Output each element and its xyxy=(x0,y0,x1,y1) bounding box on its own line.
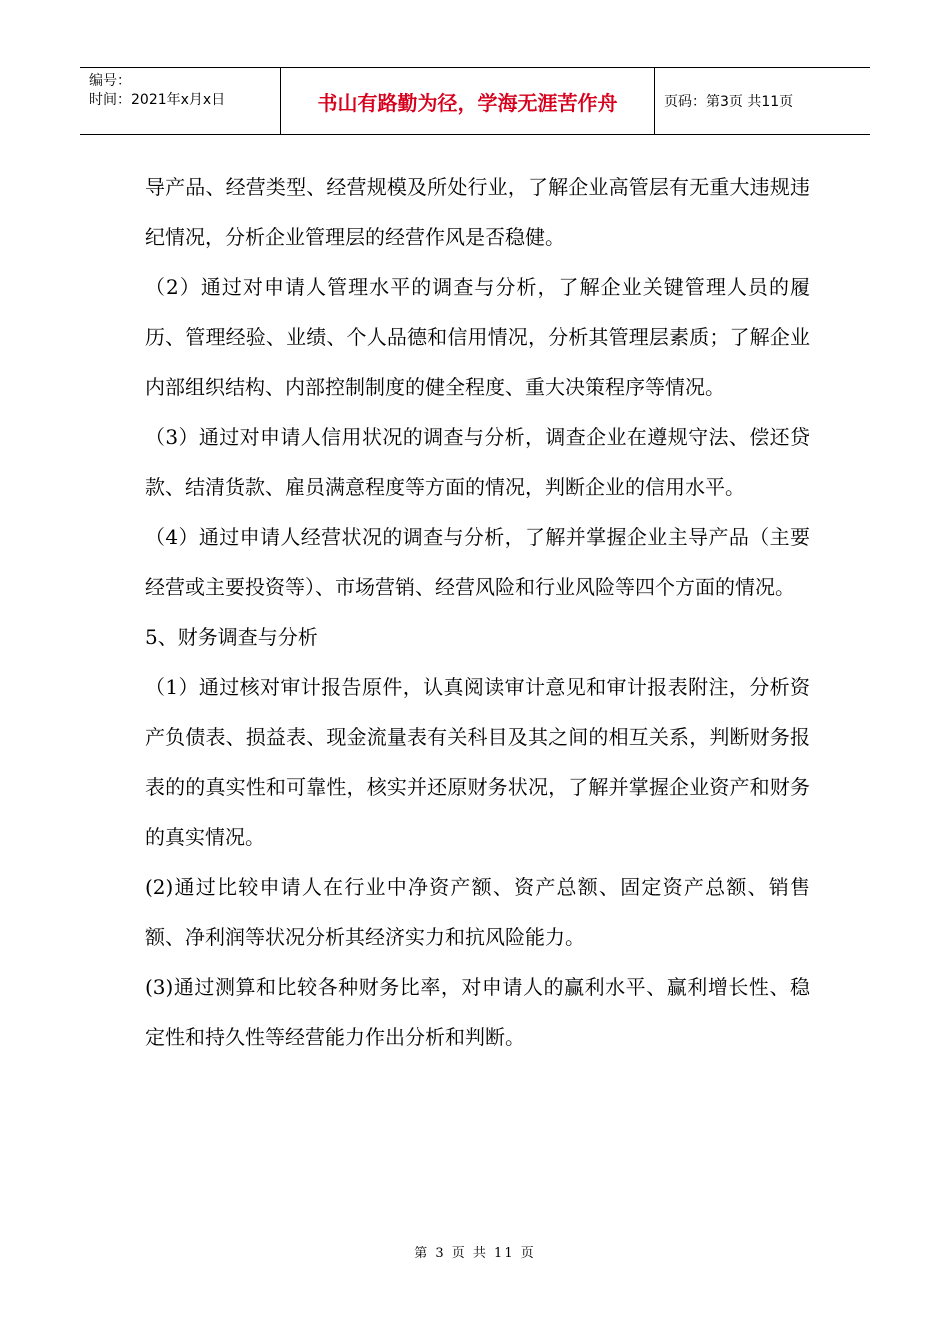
paragraph-5: （1）通过核对审计报告原件，认真阅读审计意见和审计报表附注，分析资产负债表、损益表、现金流量表有关科目及其之间的相互关系，判断财务报表的的真实性和可靠性，核实并还原财务状况，了解并掌握企业资产和财务的真实情况。 xyxy=(145,675,810,849)
section-heading-financial: 5、财务调查与分析 xyxy=(145,625,318,649)
page-footer: 第 3 页 共 11 页 xyxy=(414,1246,536,1261)
header-meta xyxy=(80,68,281,134)
paragraph-1: 导产品、经营类型、经营规模及所处行业，了解企业高管层有无重大违规违纪情况，分析企业管理层的经营作风是否稳健。 xyxy=(145,175,810,249)
paragraph-2: （2）通过对申请人管理水平的调查与分析，了解企业关键管理人员的履历、管理经验、业绩、个人品德和信用情况，分析其管理层素质；了解企业内部组织结构、内部控制制度的健全程度、重大决策程序等情况。 xyxy=(145,275,810,399)
document-body xyxy=(145,162,810,1062)
paragraph-3: （3）通过对申请人信用状况的调查与分析，调查企业在遵规守法、偿还贷款、结清货款、雇员满意程度等方面的情况，判断企业的信用水平。 xyxy=(145,425,810,499)
header-page-info: 页码：第3页 共11页 xyxy=(664,94,794,110)
paragraph-7: (3)通过测算和比较各种财务比率，对申请人的赢利水平、赢利增长性、稳定性和持久性等经营能力作出分析和判断。 xyxy=(145,975,810,1049)
document-time-label: 时间：2021年x月x日 xyxy=(89,92,226,108)
page-header xyxy=(80,67,870,135)
paragraph-4: （4）通过申请人经营状况的调查与分析，了解并掌握企业主导产品（主要经营或主要投资等）、市场营销、经营风险和行业风险等四个方面的情况。 xyxy=(145,525,810,599)
paragraph-6: (2)通过比较申请人在行业中净资产额、资产总额、固定资产总额、销售额、净利润等状况分析其经济实力和抗风险能力。 xyxy=(145,875,810,949)
document-number-label: 编号： xyxy=(89,73,131,89)
header-motto: 书山有路勤为径，学海无涯苦作舟 xyxy=(281,68,655,134)
